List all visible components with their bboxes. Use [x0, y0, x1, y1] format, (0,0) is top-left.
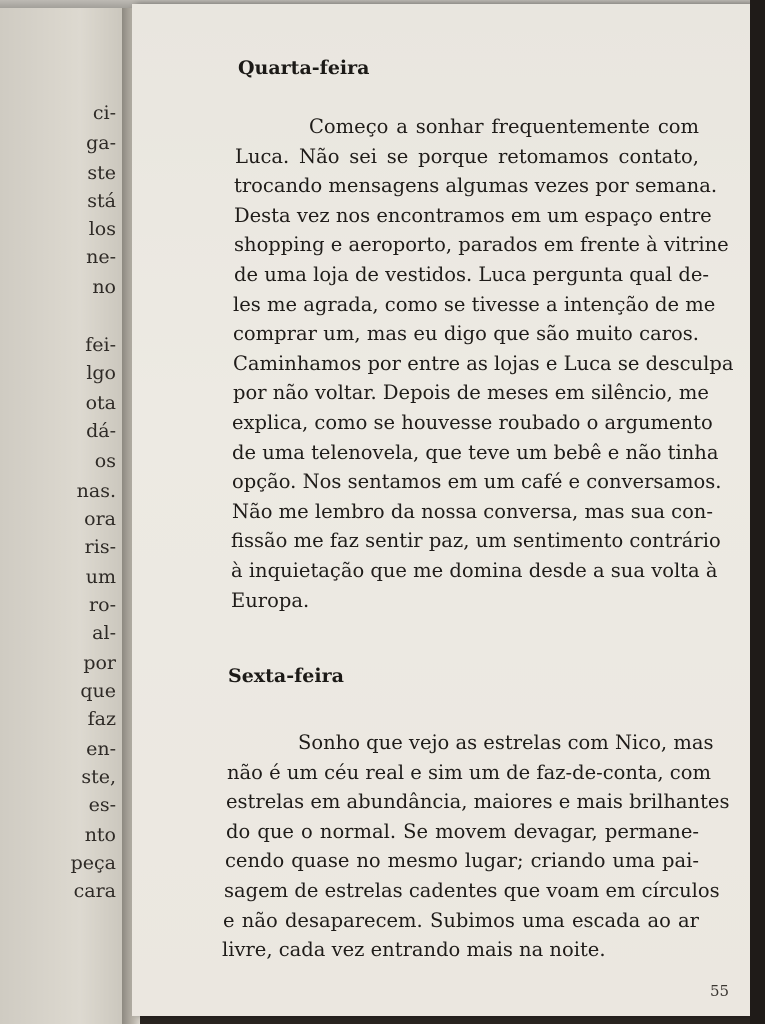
- section1-line: trocando mensagens algumas vezes por semana.: [234, 174, 718, 198]
- section1-line: de uma telenovela, que teve um bebê e não tinha: [232, 440, 719, 464]
- left-page-fragment: ste,: [81, 766, 116, 788]
- page-number: 55: [710, 982, 730, 1000]
- section2-line: estrelas em abundância, maiores e mais brilhantes: [226, 790, 730, 814]
- left-page-fragment: peça: [70, 852, 116, 874]
- left-page-fragment: lgo: [86, 362, 116, 384]
- left-page-fragment: al-: [92, 622, 116, 644]
- left-page-fragment: ste: [87, 162, 116, 184]
- left-page-fragment: cara: [73, 880, 116, 902]
- section1-line: por não voltar. Depois de meses em silêncio, me: [233, 381, 709, 405]
- left-page-fragment: los: [88, 218, 116, 240]
- left-page-fragment: um: [85, 566, 116, 588]
- section2-line: do que o normal. Se movem devagar, permane-: [226, 819, 699, 843]
- left-page-fragment: ci-: [92, 102, 116, 124]
- left-page: [0, 8, 134, 1024]
- section1-line: Caminhamos por entre as lojas e Luca se desculpa: [233, 351, 734, 375]
- section2-line: livre, cada vez entrando mais na noite.: [222, 938, 606, 962]
- section2-line: Sonho que vejo as estrelas com Nico, mas: [298, 731, 714, 754]
- section2-line: cendo quase no mesmo lugar; criando uma pai-: [225, 849, 699, 873]
- left-page-fragment: ga-: [86, 132, 116, 154]
- section1-line: comprar um, mas eu digo que são muito caros.: [233, 322, 699, 346]
- left-page-fragment: no: [92, 276, 116, 298]
- left-page-fragment: ris-: [84, 536, 116, 558]
- section1-line: fissão me faz sentir paz, um sentimento contrário: [231, 529, 721, 553]
- section2-line: não é um céu real e sim um de faz-de-conta, com: [227, 760, 711, 784]
- section1-line: Não me lembro da nossa conversa, mas sua con-: [232, 499, 713, 523]
- left-page-fragment: es-: [88, 794, 116, 816]
- left-page-fragment: en-: [86, 738, 116, 760]
- section-heading-quarta-feira: Quarta-feira: [238, 57, 370, 79]
- section1-line: les me agrada, como se tivesse a intenção de me: [233, 292, 716, 316]
- left-page-fragment: faz: [87, 708, 116, 730]
- section-heading-sexta-feira: Sexta-feira: [228, 665, 344, 687]
- section2-line: e não desaparecem. Subimos uma escada ao ar: [223, 908, 699, 932]
- left-page-fragment: ro-: [89, 594, 116, 616]
- section1-line: Europa.: [231, 588, 310, 612]
- section1-line: shopping e aeroporto, parados em frente à vitrine: [234, 233, 729, 257]
- section1-line: opção. Nos sentamos em um café e conversamos.: [232, 470, 722, 494]
- left-page-fragment: os: [94, 450, 116, 472]
- section2-line: sagem de estrelas cadentes que voam em círculos: [224, 879, 720, 902]
- left-page-fragment: stá: [87, 190, 116, 212]
- left-page-fragment: nto: [84, 824, 116, 846]
- left-page-fragment: ota: [85, 392, 116, 414]
- left-page-fragment: ora: [84, 508, 116, 530]
- section1-line: de uma loja de vestidos. Luca pergunta qual de-: [234, 263, 709, 286]
- left-page-fragment: dá-: [86, 420, 116, 442]
- section1-line: à inquietação que me domina desde a sua volta à: [231, 559, 718, 582]
- left-page-fragment: ne-: [86, 246, 116, 268]
- left-page-fragment: que: [80, 680, 116, 702]
- left-page-fragment: por: [83, 652, 116, 674]
- section1-line: explica, como se houvesse roubado o argumento: [232, 411, 713, 434]
- section1-line: Começo a sonhar frequentemente com: [309, 115, 699, 138]
- section1-line: Desta vez nos encontramos em um espaço entre: [234, 203, 712, 227]
- left-page-fragment: nas.: [76, 480, 116, 502]
- background-shadow: [750, 0, 765, 1024]
- section1-line: Luca. Não sei se porque retomamos contato,: [235, 144, 699, 168]
- left-page-fragment: fei-: [85, 334, 116, 356]
